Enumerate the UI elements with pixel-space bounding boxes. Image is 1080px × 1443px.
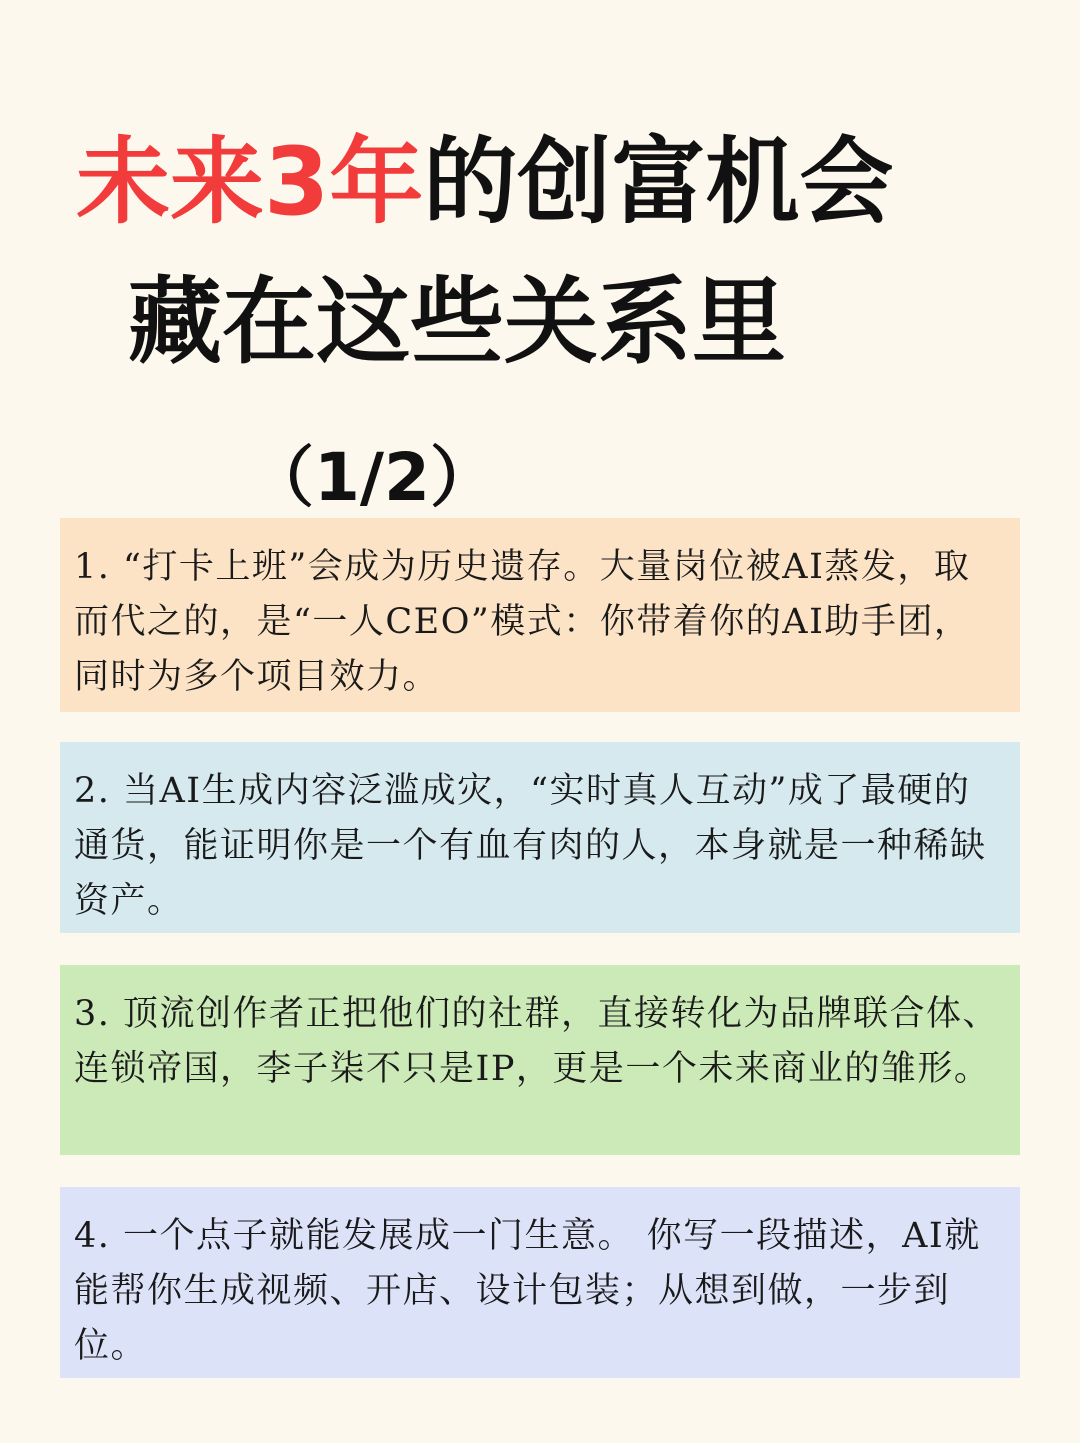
title-highlight: 未来3年	[76, 128, 424, 237]
point-card-3	[60, 965, 1020, 1155]
page-title-line-1	[0, 128, 1080, 238]
point-text-3: 3. 顶流创作者正把他们的社群，直接转化为品牌联合体、连锁帝国，李子柒不只是IP，更是一个未来商业的雏形。	[74, 994, 1000, 1089]
title-rest: 的创富机会	[423, 128, 894, 237]
point-card-2	[60, 742, 1020, 933]
point-text-1: 1. “打卡上班”会成为历史遗存。大量岗位被AI蒸发，取而代之的，是“一人CEO”模式：你带着你的AI助手团，同时为多个项目效力。	[74, 547, 971, 697]
page-title-line-2: 藏在这些关系里	[128, 268, 787, 377]
point-card-1	[60, 518, 1020, 712]
point-card-4	[60, 1187, 1020, 1378]
page-indicator: （1/2）	[248, 439, 496, 516]
point-text-2: 2. 当AI生成内容泛滥成灾，“实时真人互动”成了最硬的通货，能证明你是一个有血有肉的人，本身就是一种稀缺资产。	[74, 771, 987, 921]
point-text-4: 4. 一个点子就能发展成一门生意。 你写一段描述，AI就能帮你生成视频、开店、设计包装；从想到做，一步到位。	[74, 1216, 981, 1366]
